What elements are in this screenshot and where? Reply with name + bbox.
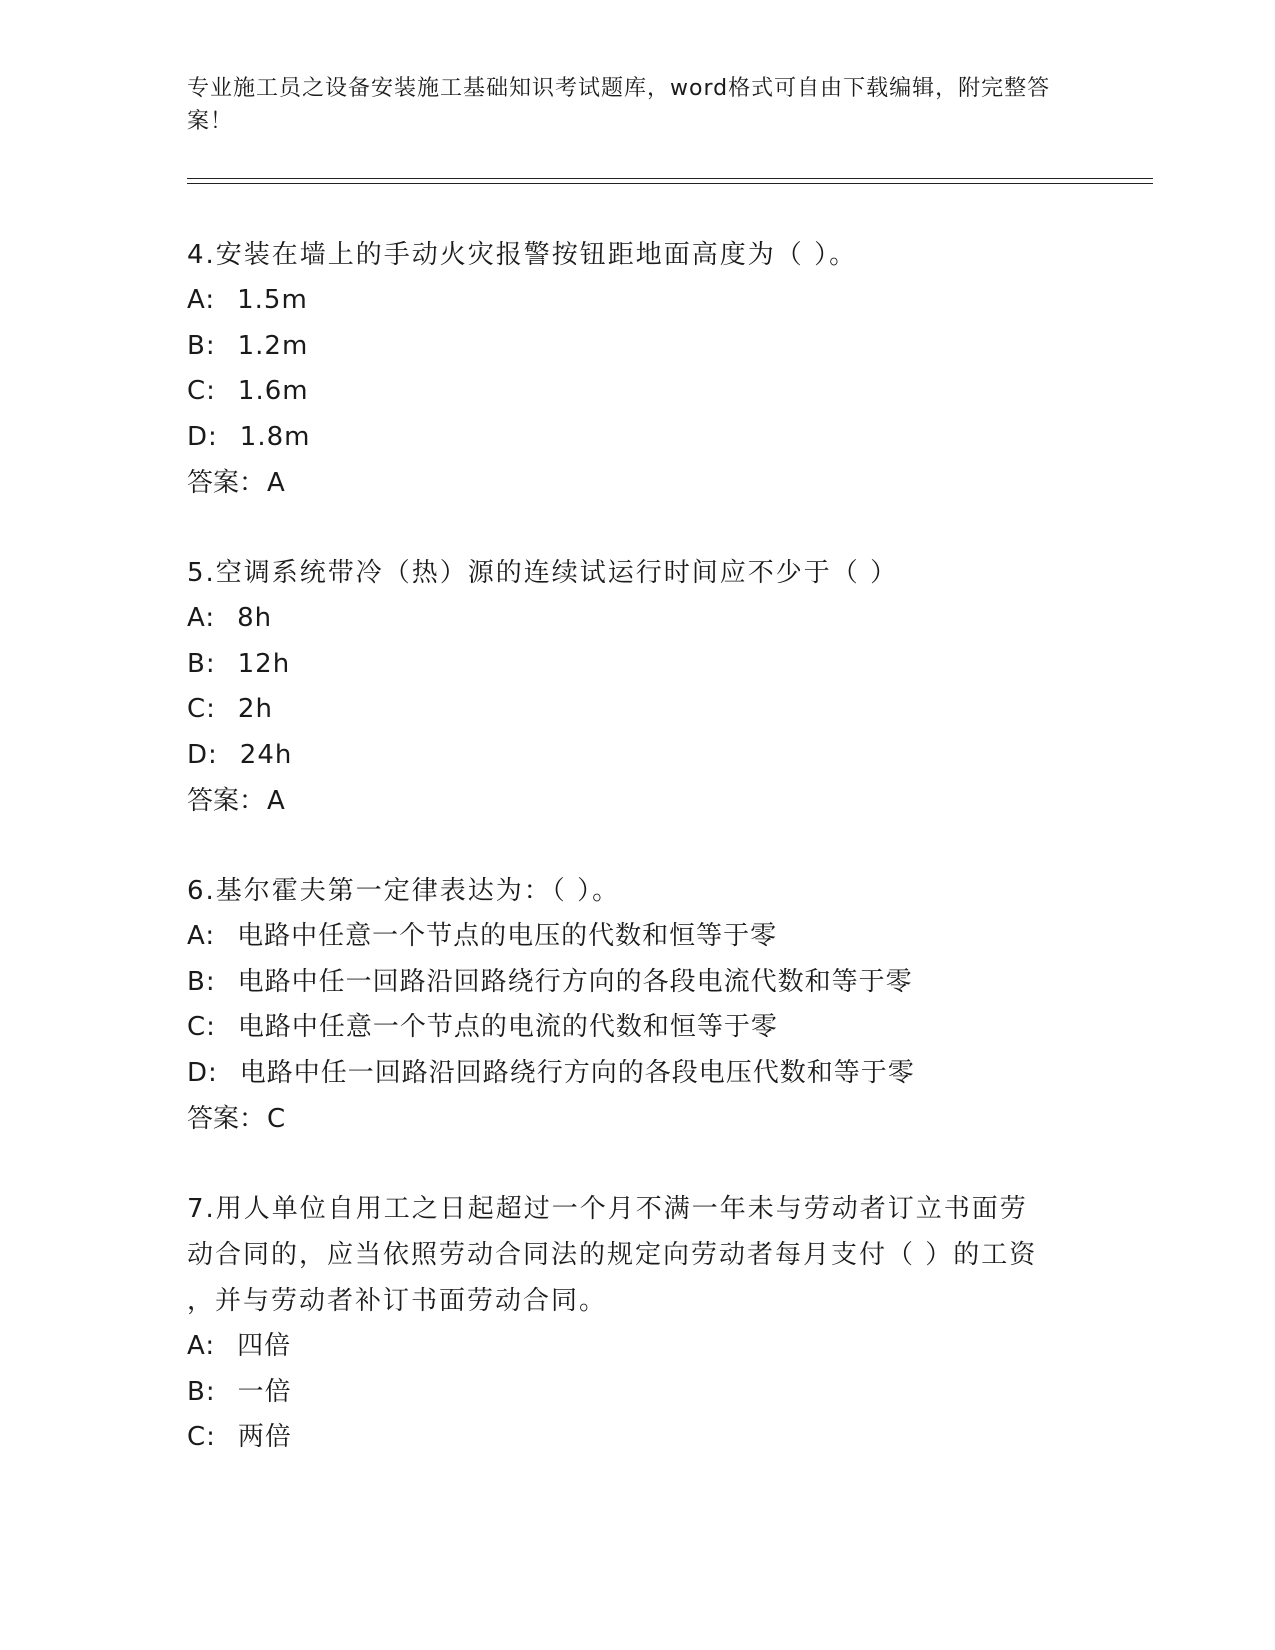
option-letter: B: <box>187 966 216 997</box>
option-d <box>187 1051 1087 1097</box>
question-6 <box>187 868 1087 1142</box>
option-text: 2h <box>237 694 273 724</box>
option-letter: C: <box>187 376 216 406</box>
option-a <box>187 1324 1087 1370</box>
header-divider-bottom <box>187 183 1153 184</box>
option-b <box>187 642 1087 688</box>
option-a <box>187 914 1087 960</box>
answer-label: 答案： <box>187 468 266 498</box>
answer-label: 答案： <box>187 786 266 816</box>
option-text: 两倍 <box>237 1422 292 1452</box>
question-7 <box>187 1186 1087 1461</box>
question-4 <box>187 232 1087 506</box>
option-d <box>187 415 1087 461</box>
option-text: 24h <box>239 739 293 770</box>
option-text: 8h <box>237 603 273 633</box>
document-header: 专业施工员之设备安装施工基础知识考试题库，word格式可自由下载编辑，附完整答案！ <box>187 76 1051 134</box>
option-letter: D: <box>187 739 218 770</box>
option-letter: D: <box>187 1057 218 1088</box>
option-letter: A: <box>187 285 216 315</box>
option-c <box>187 1415 1087 1461</box>
option-b <box>187 960 1087 1006</box>
header-divider-top <box>187 178 1153 179</box>
option-letter: D: <box>187 421 218 452</box>
option-text: 1.2m <box>237 330 309 361</box>
answer-value: A <box>267 468 285 498</box>
option-text: 1.5m <box>237 285 308 315</box>
option-letter: C: <box>187 694 216 724</box>
option-text: 12h <box>237 648 291 679</box>
question-stem: 6.基尔霍夫第一定律表达为：（ ）。 <box>187 876 621 906</box>
option-letter: C: <box>187 1012 216 1042</box>
option-text: 电路中任意一个节点的电压的代数和恒等于零 <box>237 921 778 951</box>
option-text: 一倍 <box>237 1376 292 1407</box>
question-stem-line-2: 动合同的，应当依照劳动合同法的规定向劳动者每月支付（ ）的工资 <box>187 1240 1038 1270</box>
answer-line <box>187 460 1087 506</box>
question-stem: 5.空调系统带冷（热）源的连续试运行时间应不少于（ ） <box>187 558 899 588</box>
option-text: 电路中任一回路沿回路绕行方向的各段电流代数和等于零 <box>237 966 913 997</box>
option-b <box>187 1370 1087 1416</box>
option-b <box>187 324 1087 370</box>
answer-value: A <box>267 786 285 816</box>
question-stem-line-1: 7.用人单位自用工之日起超过一个月不满一年未与劳动者订立书面劳 <box>187 1194 1028 1224</box>
option-letter: A: <box>187 603 216 633</box>
option-c <box>187 1005 1087 1051</box>
option-text: 四倍 <box>237 1331 292 1361</box>
option-c <box>187 369 1087 415</box>
option-a <box>187 596 1087 642</box>
option-text: 电路中任一回路沿回路绕行方向的各段电压代数和等于零 <box>239 1057 915 1088</box>
option-text: 1.8m <box>239 421 311 452</box>
option-letter: B: <box>187 1376 216 1407</box>
option-text: 电路中任意一个节点的电流的代数和恒等于零 <box>237 1012 778 1042</box>
question-stem-line-3: ，并与劳动者补订书面劳动合同。 <box>187 1286 608 1316</box>
answer-line <box>187 778 1087 824</box>
option-a <box>187 278 1087 324</box>
answer-value: C <box>267 1104 286 1134</box>
option-letter: A: <box>187 1331 216 1361</box>
question-stem: 4.安装在墙上的手动火灾报警按钮距地面高度为（ ）。 <box>187 240 858 270</box>
option-text: 1.6m <box>237 376 309 406</box>
answer-line <box>187 1096 1087 1142</box>
question-5 <box>187 550 1087 824</box>
option-letter: A: <box>187 921 216 951</box>
option-c <box>187 687 1087 733</box>
option-letter: B: <box>187 648 216 679</box>
answer-label: 答案： <box>187 1104 266 1134</box>
option-d <box>187 733 1087 779</box>
option-letter: B: <box>187 330 216 361</box>
option-letter: C: <box>187 1422 216 1452</box>
